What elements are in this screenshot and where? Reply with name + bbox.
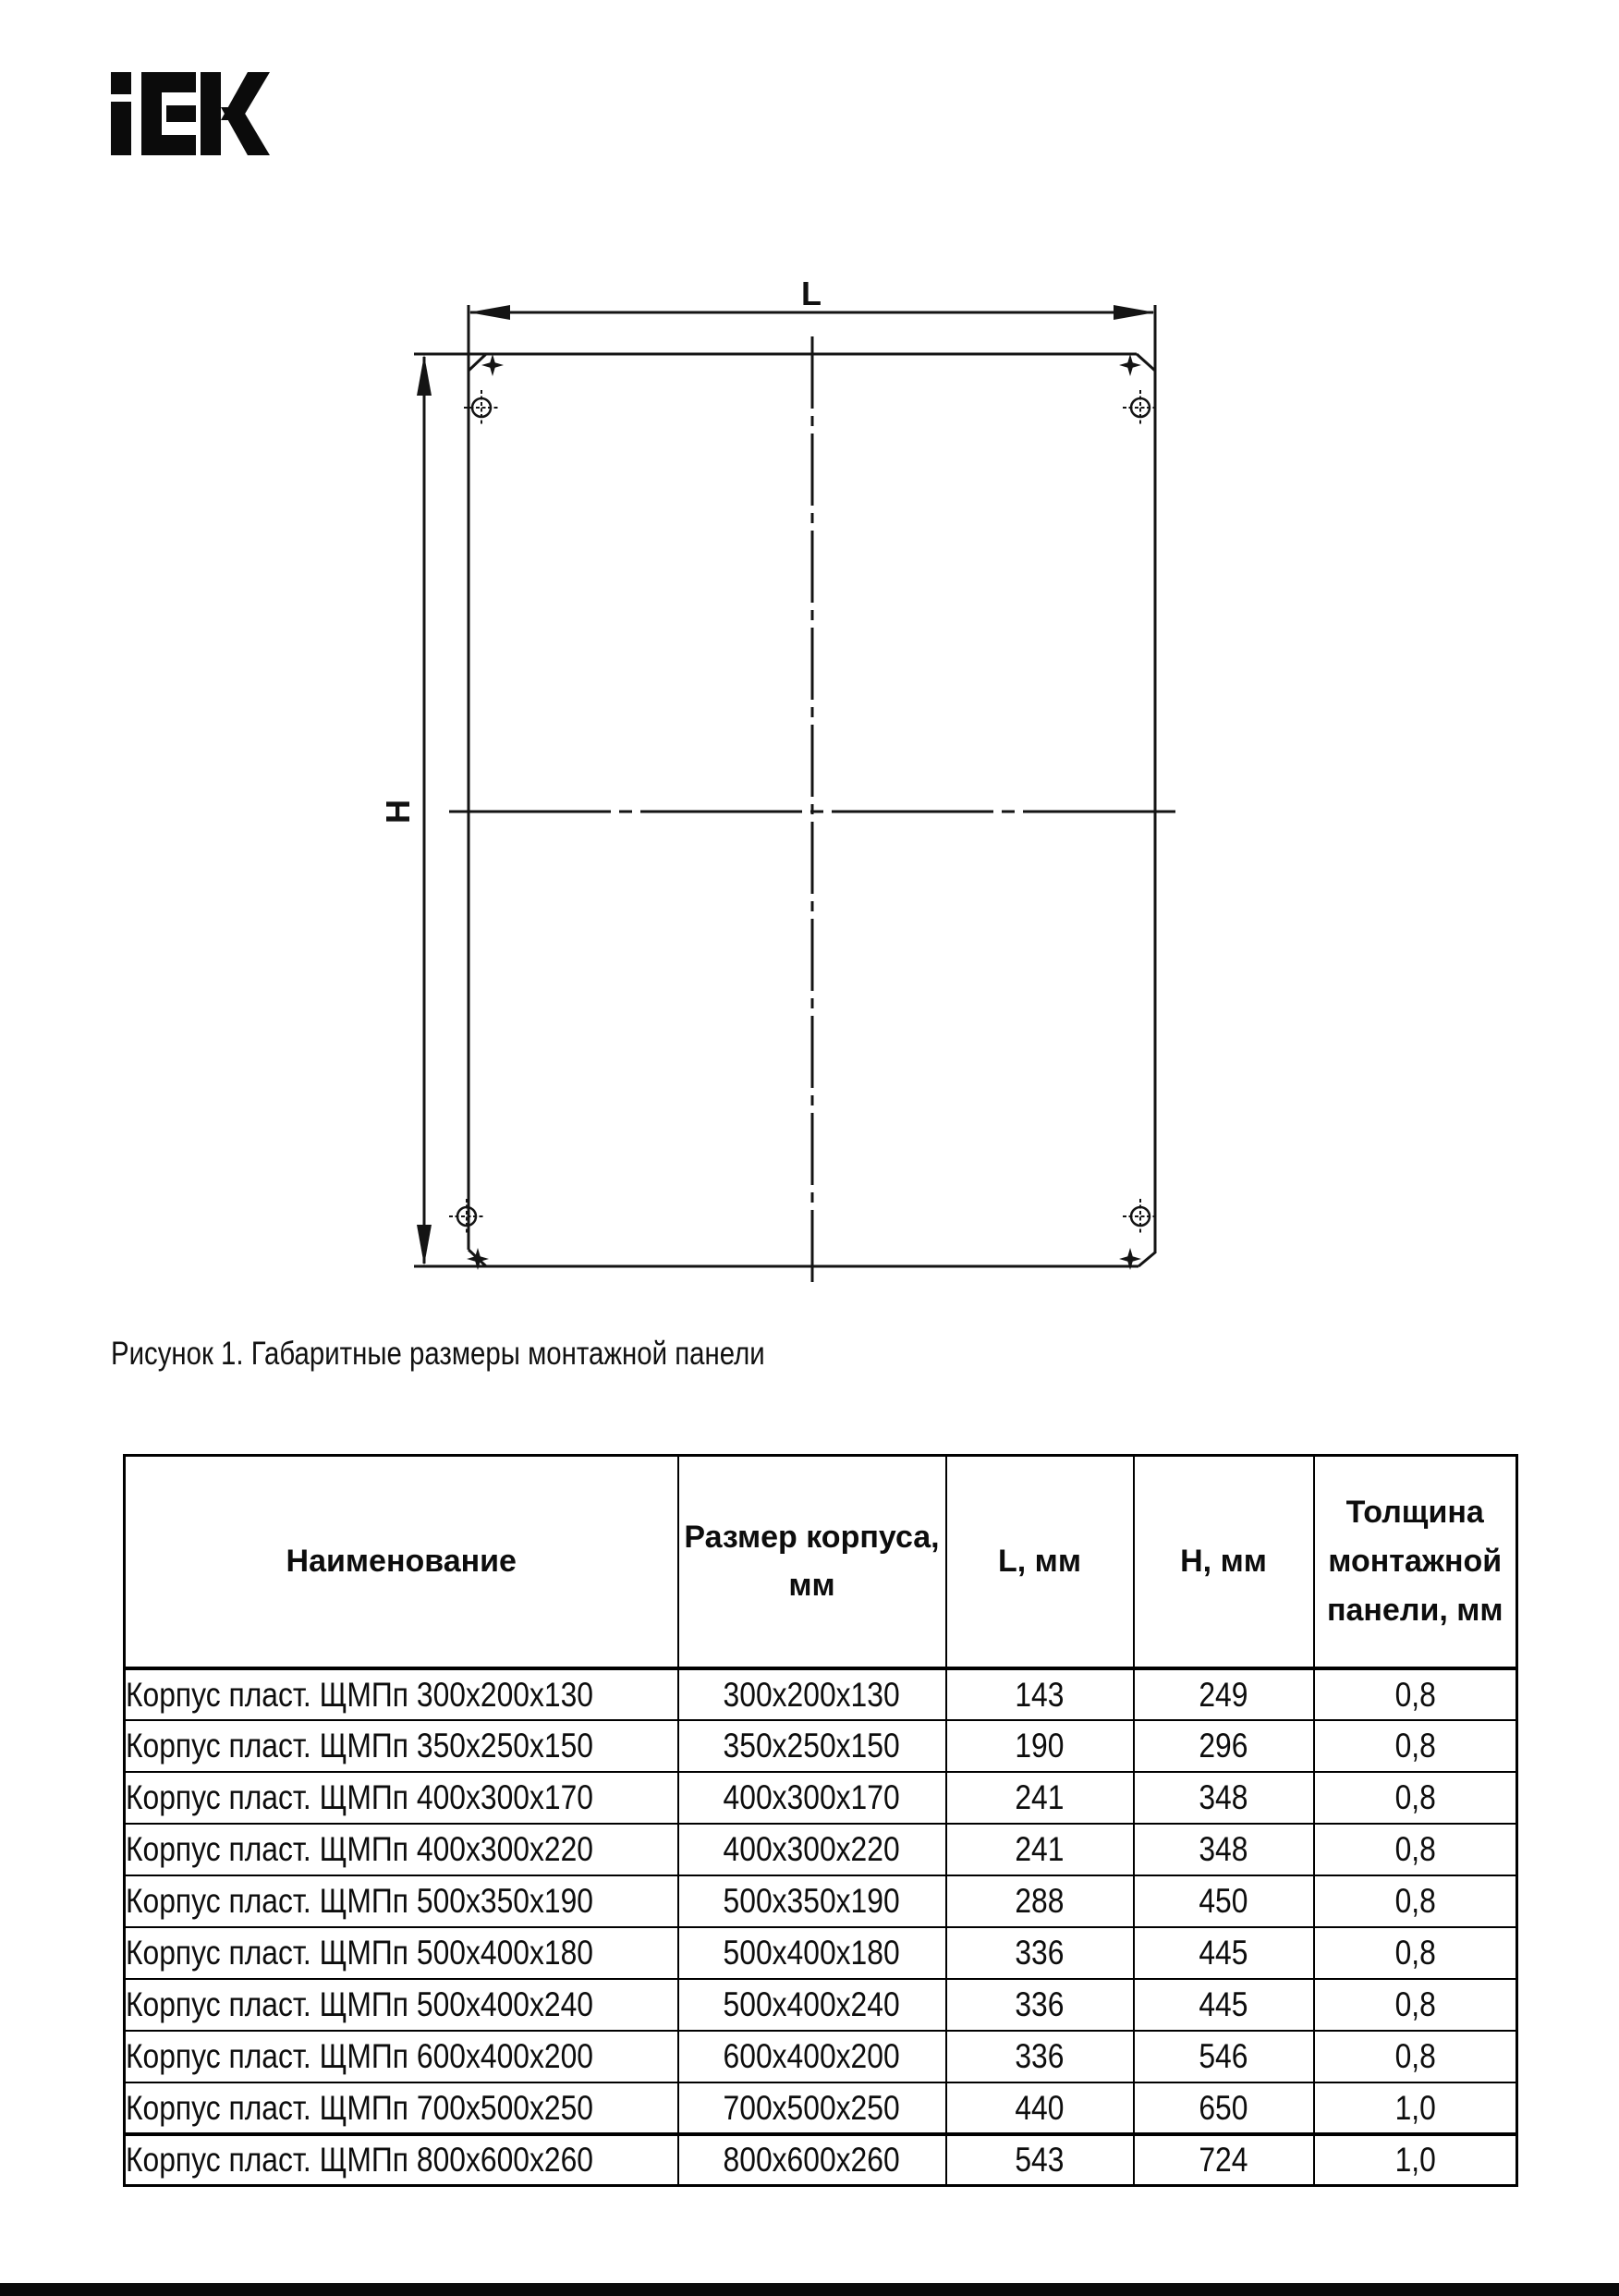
cell-l: 288 (946, 1875, 1134, 1927)
l-arrow-left (469, 305, 510, 320)
cell-thickness: 0,8 (1314, 1875, 1517, 1927)
cell-l: 190 (946, 1720, 1134, 1772)
table-row (125, 1979, 1517, 2031)
h-arrow-up (417, 355, 432, 396)
cell-h: 445 (1134, 1979, 1314, 2031)
cell-h: 249 (1134, 1668, 1314, 1720)
dim-label-l: L (801, 275, 822, 312)
figure-caption: Рисунок 1. Габаритные размеры монтажной панели (111, 1336, 765, 1372)
cell-h: 450 (1134, 1875, 1314, 1927)
dim-label-h: H (379, 800, 417, 824)
header-row (125, 1456, 1517, 1668)
cell-name: Корпус пласт. ЩМПп 700х500х250 (125, 2082, 678, 2134)
l-arrow-right (1114, 305, 1155, 320)
mounting-hole-top-right (1123, 390, 1158, 425)
col-header-size: Размер корпуса, мм (678, 1456, 946, 1668)
cell-name: Корпус пласт. ЩМПп 800х600х260 (125, 2134, 678, 2186)
cell-thickness: 0,8 (1314, 1927, 1517, 1979)
cell-h: 724 (1134, 2134, 1314, 2186)
h-arrow-down (417, 1225, 432, 1265)
chamfer-top-right (1137, 354, 1155, 371)
col-header-thickness: Толщина монтажной панели, мм (1314, 1456, 1517, 1668)
cell-size: 800х600х260 (678, 2134, 946, 2186)
cell-name: Корпус пласт. ЩМПп 500х400х240 (125, 1979, 678, 2031)
cell-name: Корпус пласт. ЩМПп 600х400х200 (125, 2031, 678, 2082)
cell-thickness: 1,0 (1314, 2134, 1517, 2186)
cell-thickness: 0,8 (1314, 2031, 1517, 2082)
cell-l: 241 (946, 1772, 1134, 1824)
col-header-l: L, мм (946, 1456, 1134, 1668)
cell-size: 500х400х180 (678, 1927, 946, 1979)
cell-size: 350х250х150 (678, 1720, 946, 1772)
screw-cross-top-left (481, 354, 504, 376)
cell-size: 700х500х250 (678, 2082, 946, 2134)
cell-thickness: 0,8 (1314, 1720, 1517, 1772)
chamfer-bottom-right (1138, 1252, 1155, 1266)
cell-thickness: 0,8 (1314, 1824, 1517, 1875)
screw-cross-top-right (1119, 354, 1141, 376)
table-row (125, 2082, 1517, 2134)
cell-l: 336 (946, 1927, 1134, 1979)
cell-thickness: 0,8 (1314, 1668, 1517, 1720)
cell-h: 348 (1134, 1772, 1314, 1824)
cell-l: 241 (946, 1824, 1134, 1875)
table-row (125, 2031, 1517, 2082)
cell-size: 600х400х200 (678, 2031, 946, 2082)
cell-name: Корпус пласт. ЩМПп 400х300х170 (125, 1772, 678, 1824)
cell-name: Корпус пласт. ЩМПп 500х350х190 (125, 1875, 678, 1927)
cell-name: Корпус пласт. ЩМПп 300х200х130 (125, 1668, 678, 1720)
cell-h: 546 (1134, 2031, 1314, 2082)
cell-thickness: 1,0 (1314, 2082, 1517, 2134)
table-row (125, 1720, 1517, 1772)
cell-thickness: 0,8 (1314, 1772, 1517, 1824)
table-row (125, 1668, 1517, 1720)
mounting-hole-bottom-right (1123, 1199, 1158, 1234)
cell-l: 336 (946, 1979, 1134, 2031)
cell-name: Корпус пласт. ЩМПп 500х400х180 (125, 1927, 678, 1979)
scan-edge-artifact (0, 2283, 1619, 2296)
mounting-hole-bottom-left (449, 1199, 484, 1234)
table-row (125, 2134, 1517, 2186)
cell-l: 543 (946, 2134, 1134, 2186)
cell-size: 500х350х190 (678, 1875, 946, 1927)
cell-size: 400х300х220 (678, 1824, 946, 1875)
col-header-name: Наименование (125, 1456, 678, 1668)
cell-l: 143 (946, 1668, 1134, 1720)
cell-size: 500х400х240 (678, 1979, 946, 2031)
chamfer-top-left (469, 354, 486, 371)
cell-name: Корпус пласт. ЩМПп 350х250х150 (125, 1720, 678, 1772)
table-row (125, 1927, 1517, 1979)
dimensions-table (123, 1454, 1518, 2187)
cell-l: 440 (946, 2082, 1134, 2134)
cell-name: Корпус пласт. ЩМПп 400х300х220 (125, 1824, 678, 1875)
cell-l: 336 (946, 2031, 1134, 2082)
cell-size: 300х200х130 (678, 1668, 946, 1720)
cell-size: 400х300х170 (678, 1772, 946, 1824)
cell-thickness: 0,8 (1314, 1979, 1517, 2031)
cell-h: 296 (1134, 1720, 1314, 1772)
cell-h: 348 (1134, 1824, 1314, 1875)
col-header-h: H, мм (1134, 1456, 1314, 1668)
table-row (125, 1875, 1517, 1927)
cell-h: 650 (1134, 2082, 1314, 2134)
cell-h: 445 (1134, 1927, 1314, 1979)
table-row (125, 1824, 1517, 1875)
table-row (125, 1772, 1517, 1824)
